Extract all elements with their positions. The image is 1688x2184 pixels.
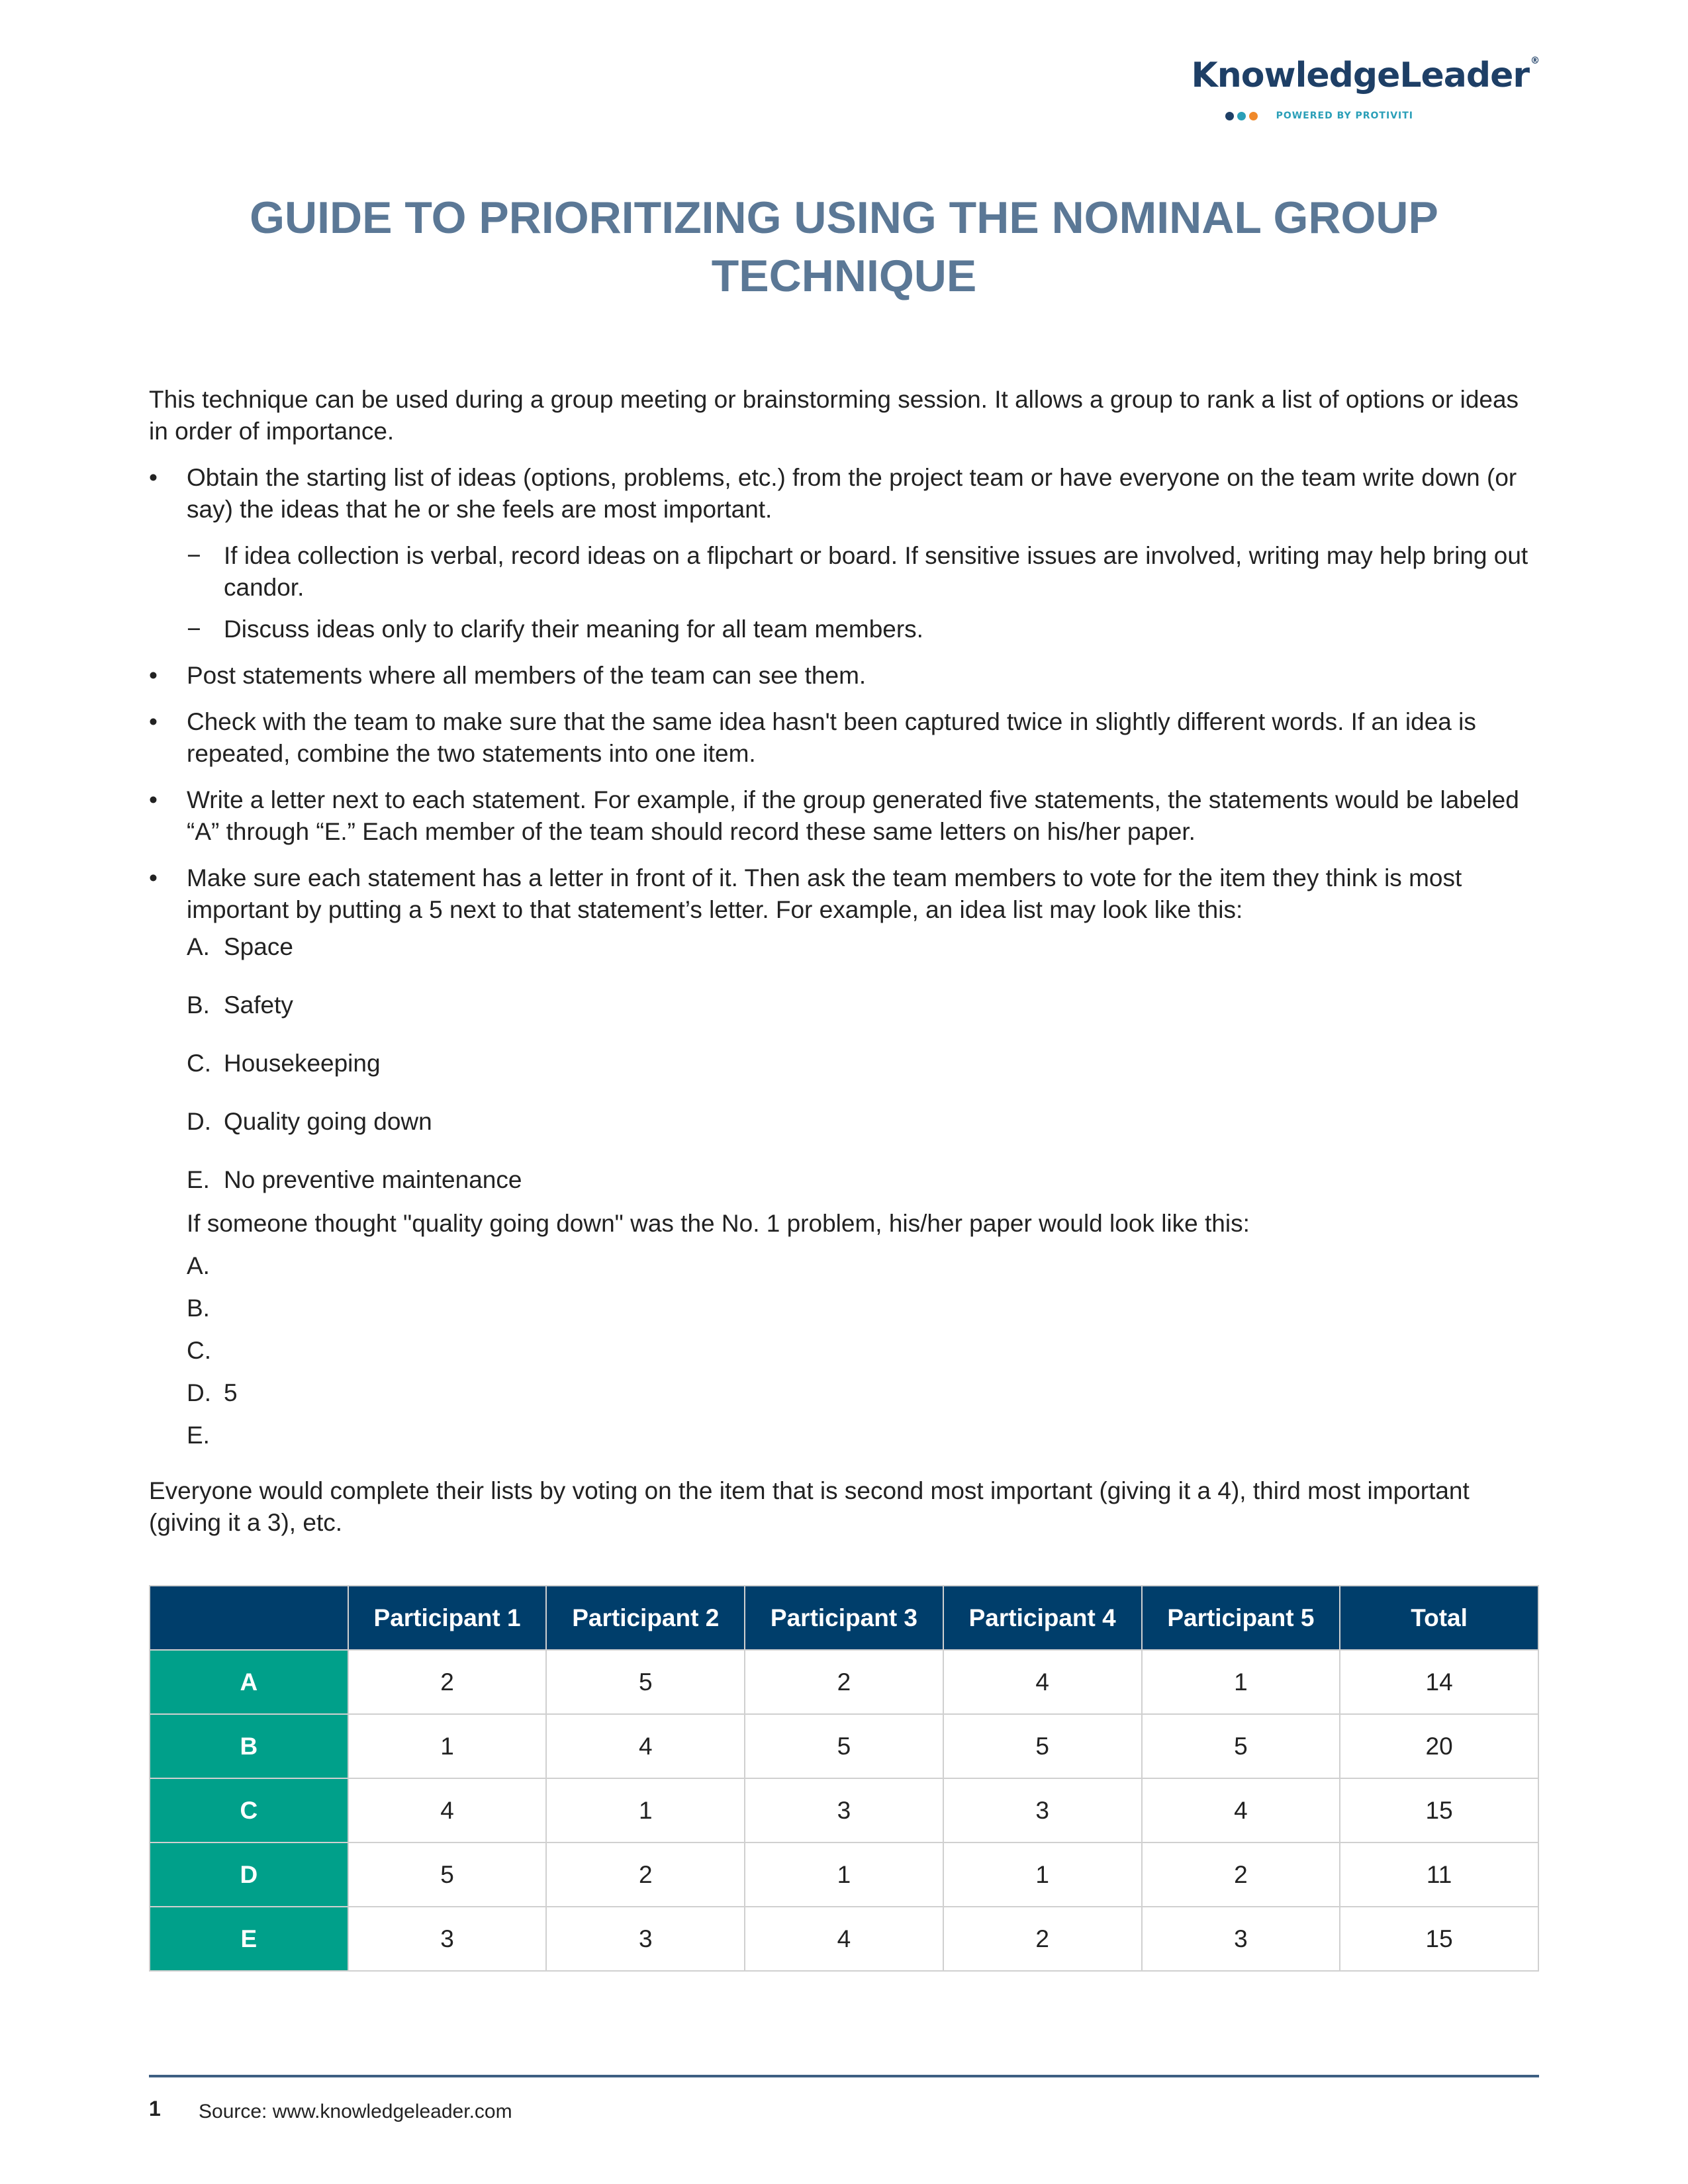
title-line-2: TECHNIQUE xyxy=(711,251,977,301)
bullet-marker: • xyxy=(149,662,158,689)
table-row xyxy=(150,1714,1538,1778)
table-cell: 2 xyxy=(943,1907,1142,1971)
logo-dot-orange xyxy=(1249,112,1258,120)
bullet-marker: • xyxy=(149,464,158,491)
table-cell: 4 xyxy=(348,1778,547,1843)
dash-marker: − xyxy=(187,542,201,569)
total-cell: 15 xyxy=(1340,1907,1538,1971)
table-cell: 1 xyxy=(546,1778,745,1843)
example-text: No preventive maintenance xyxy=(224,1166,522,1193)
logo-tagline: POWERED BY PROTIVITI xyxy=(1276,111,1413,121)
bullet-item xyxy=(149,862,1539,926)
document-title xyxy=(149,189,1539,305)
bullet-item xyxy=(149,784,1539,848)
paper-list-item xyxy=(149,1250,1539,1293)
bullet-item xyxy=(149,462,1539,525)
column-header: Participant 4 xyxy=(943,1586,1142,1650)
table-cell: 4 xyxy=(1142,1778,1340,1843)
paper-letter: B. xyxy=(187,1295,210,1322)
page-number: 1 xyxy=(149,2097,161,2120)
table-cell: 5 xyxy=(1142,1714,1340,1778)
title-line-1: GUIDE TO PRIORITIZING USING THE NOMINAL GROUP xyxy=(250,193,1438,243)
bullet-text: Post statements where all members of the team can see them. xyxy=(187,662,867,689)
row-label: C xyxy=(150,1778,348,1843)
row-label: D xyxy=(150,1843,348,1907)
paper-list-item xyxy=(149,1377,1539,1420)
example-list-item xyxy=(149,989,1539,1021)
table-row xyxy=(150,1843,1538,1907)
table-cell: 3 xyxy=(546,1907,745,1971)
bullet-marker: • xyxy=(149,786,158,813)
dash-marker: − xyxy=(187,615,201,643)
example-letter: D. xyxy=(187,1108,211,1135)
paper-list-item xyxy=(149,1293,1539,1335)
table-cell: 5 xyxy=(943,1714,1142,1778)
row-label: B xyxy=(150,1714,348,1778)
bullet-text: Make sure each statement has a letter in front of it. Then ask the team members to vote for the item they think is most important by putting a 5 next to that statement’s letter. For example, an idea list may look like this: xyxy=(187,864,1462,923)
paper-value: 5 xyxy=(224,1379,238,1406)
column-header: Participant 2 xyxy=(546,1586,745,1650)
table-cell: 2 xyxy=(745,1650,943,1714)
example-list-item xyxy=(149,931,1539,963)
example-list-item xyxy=(149,1048,1539,1079)
table-cell: 3 xyxy=(1142,1907,1340,1971)
total-cell: 11 xyxy=(1340,1843,1538,1907)
table-cell: 2 xyxy=(348,1650,547,1714)
column-header: Participant 5 xyxy=(1142,1586,1340,1650)
total-cell: 14 xyxy=(1340,1650,1538,1714)
example-text: Quality going down xyxy=(224,1108,432,1135)
table-cell: 2 xyxy=(546,1843,745,1907)
vote-tally-table xyxy=(149,1585,1539,1972)
table-cell: 3 xyxy=(348,1907,547,1971)
total-cell: 20 xyxy=(1340,1714,1538,1778)
bullet-text: Obtain the starting list of ideas (options, problems, etc.) from the project team or have everyone on the team write down (or say) the ideas that he or she feels are most important. xyxy=(187,464,1517,523)
table-cell: 1 xyxy=(943,1843,1142,1907)
example-text: Safety xyxy=(224,991,293,1019)
table-cell: 2 xyxy=(1142,1843,1340,1907)
paper-list-item xyxy=(149,1420,1539,1462)
paper-list-item xyxy=(149,1335,1539,1377)
table-cell: 4 xyxy=(745,1907,943,1971)
table-cell: 3 xyxy=(943,1778,1142,1843)
total-cell: 15 xyxy=(1340,1778,1538,1843)
row-label: E xyxy=(150,1907,348,1971)
example-text: Space xyxy=(224,933,293,960)
table-cell: 5 xyxy=(546,1650,745,1714)
table-row xyxy=(150,1907,1538,1971)
example-letter: E. xyxy=(187,1166,210,1193)
column-header: Total xyxy=(1340,1586,1538,1650)
table-cell: 1 xyxy=(745,1843,943,1907)
footer-divider xyxy=(149,2075,1539,2077)
bullet-marker: • xyxy=(149,864,158,891)
table-header-row xyxy=(150,1586,1538,1650)
table-cell: 5 xyxy=(348,1843,547,1907)
registered-mark: ® xyxy=(1530,56,1539,66)
paper-letter: A. xyxy=(187,1252,210,1279)
table-cell: 5 xyxy=(745,1714,943,1778)
logo-dots-icon xyxy=(1225,112,1258,120)
example-list-item xyxy=(149,1164,1539,1196)
example-letter: A. xyxy=(187,933,210,960)
example-letter: C. xyxy=(187,1050,211,1077)
paper-letter: C. xyxy=(187,1337,211,1364)
bullet-text: Write a letter next to each statement. For example, if the group generated five statements, the statements would be labeled “A” through “E.” Each member of the team should record these same letters on his/her paper. xyxy=(187,786,1519,845)
example-letter: B. xyxy=(187,991,210,1019)
paper-letter: E. xyxy=(187,1422,210,1449)
logo-dot-navy xyxy=(1225,112,1234,120)
table-cell: 4 xyxy=(546,1714,745,1778)
example-list-item xyxy=(149,1106,1539,1138)
column-header: Participant 1 xyxy=(348,1586,547,1650)
sub-bullet-text: Discuss ideas only to clarify their meaning for all team members. xyxy=(224,615,923,643)
bullet-item xyxy=(149,660,1539,692)
logo-tagline-row xyxy=(1225,106,1413,126)
table-cell: 1 xyxy=(348,1714,547,1778)
table-row xyxy=(150,1778,1538,1843)
knowledgeleader-logo xyxy=(1191,56,1539,128)
table-cell: 1 xyxy=(1142,1650,1340,1714)
bullet-marker: • xyxy=(149,708,158,735)
column-header: Participant 3 xyxy=(745,1586,943,1650)
table-cell: 4 xyxy=(943,1650,1142,1714)
sub-bullet-item xyxy=(149,540,1539,604)
paper-intro: If someone thought "quality going down" was the No. 1 problem, his/her paper would look like this: xyxy=(187,1210,1250,1237)
table-cell: 3 xyxy=(745,1778,943,1843)
sub-bullet-text: If idea collection is verbal, record ideas on a flipchart or board. If sensitive issues are involved, writing may help bring out candor. xyxy=(224,542,1528,601)
logo-dot-teal xyxy=(1237,112,1246,120)
logo-wordmark: KnowledgeLeader ® xyxy=(1191,56,1539,95)
document-body xyxy=(149,384,1539,1553)
paper-letter: D. xyxy=(187,1379,211,1406)
source-line: Source: www.knowledgeleader.com xyxy=(199,2101,512,2122)
example-text: Housekeeping xyxy=(224,1050,381,1077)
bullet-text: Check with the team to make sure that the same idea hasn't been captured twice in slightly different words. If an idea is repeated, combine the two statements into one item. xyxy=(187,708,1476,767)
closing-paragraph: Everyone would complete their lists by voting on the item that is second most important (giving it a 4), third most important (giving it a 3), etc. xyxy=(149,1477,1470,1536)
table-row xyxy=(150,1650,1538,1714)
bullet-item xyxy=(149,706,1539,770)
column-header xyxy=(150,1586,348,1650)
row-label: A xyxy=(150,1650,348,1714)
intro-paragraph: This technique can be used during a group meeting or brainstorming session. It allows a group to rank a list of options or ideas in order of importance. xyxy=(149,386,1519,445)
sub-bullet-item xyxy=(149,614,1539,645)
